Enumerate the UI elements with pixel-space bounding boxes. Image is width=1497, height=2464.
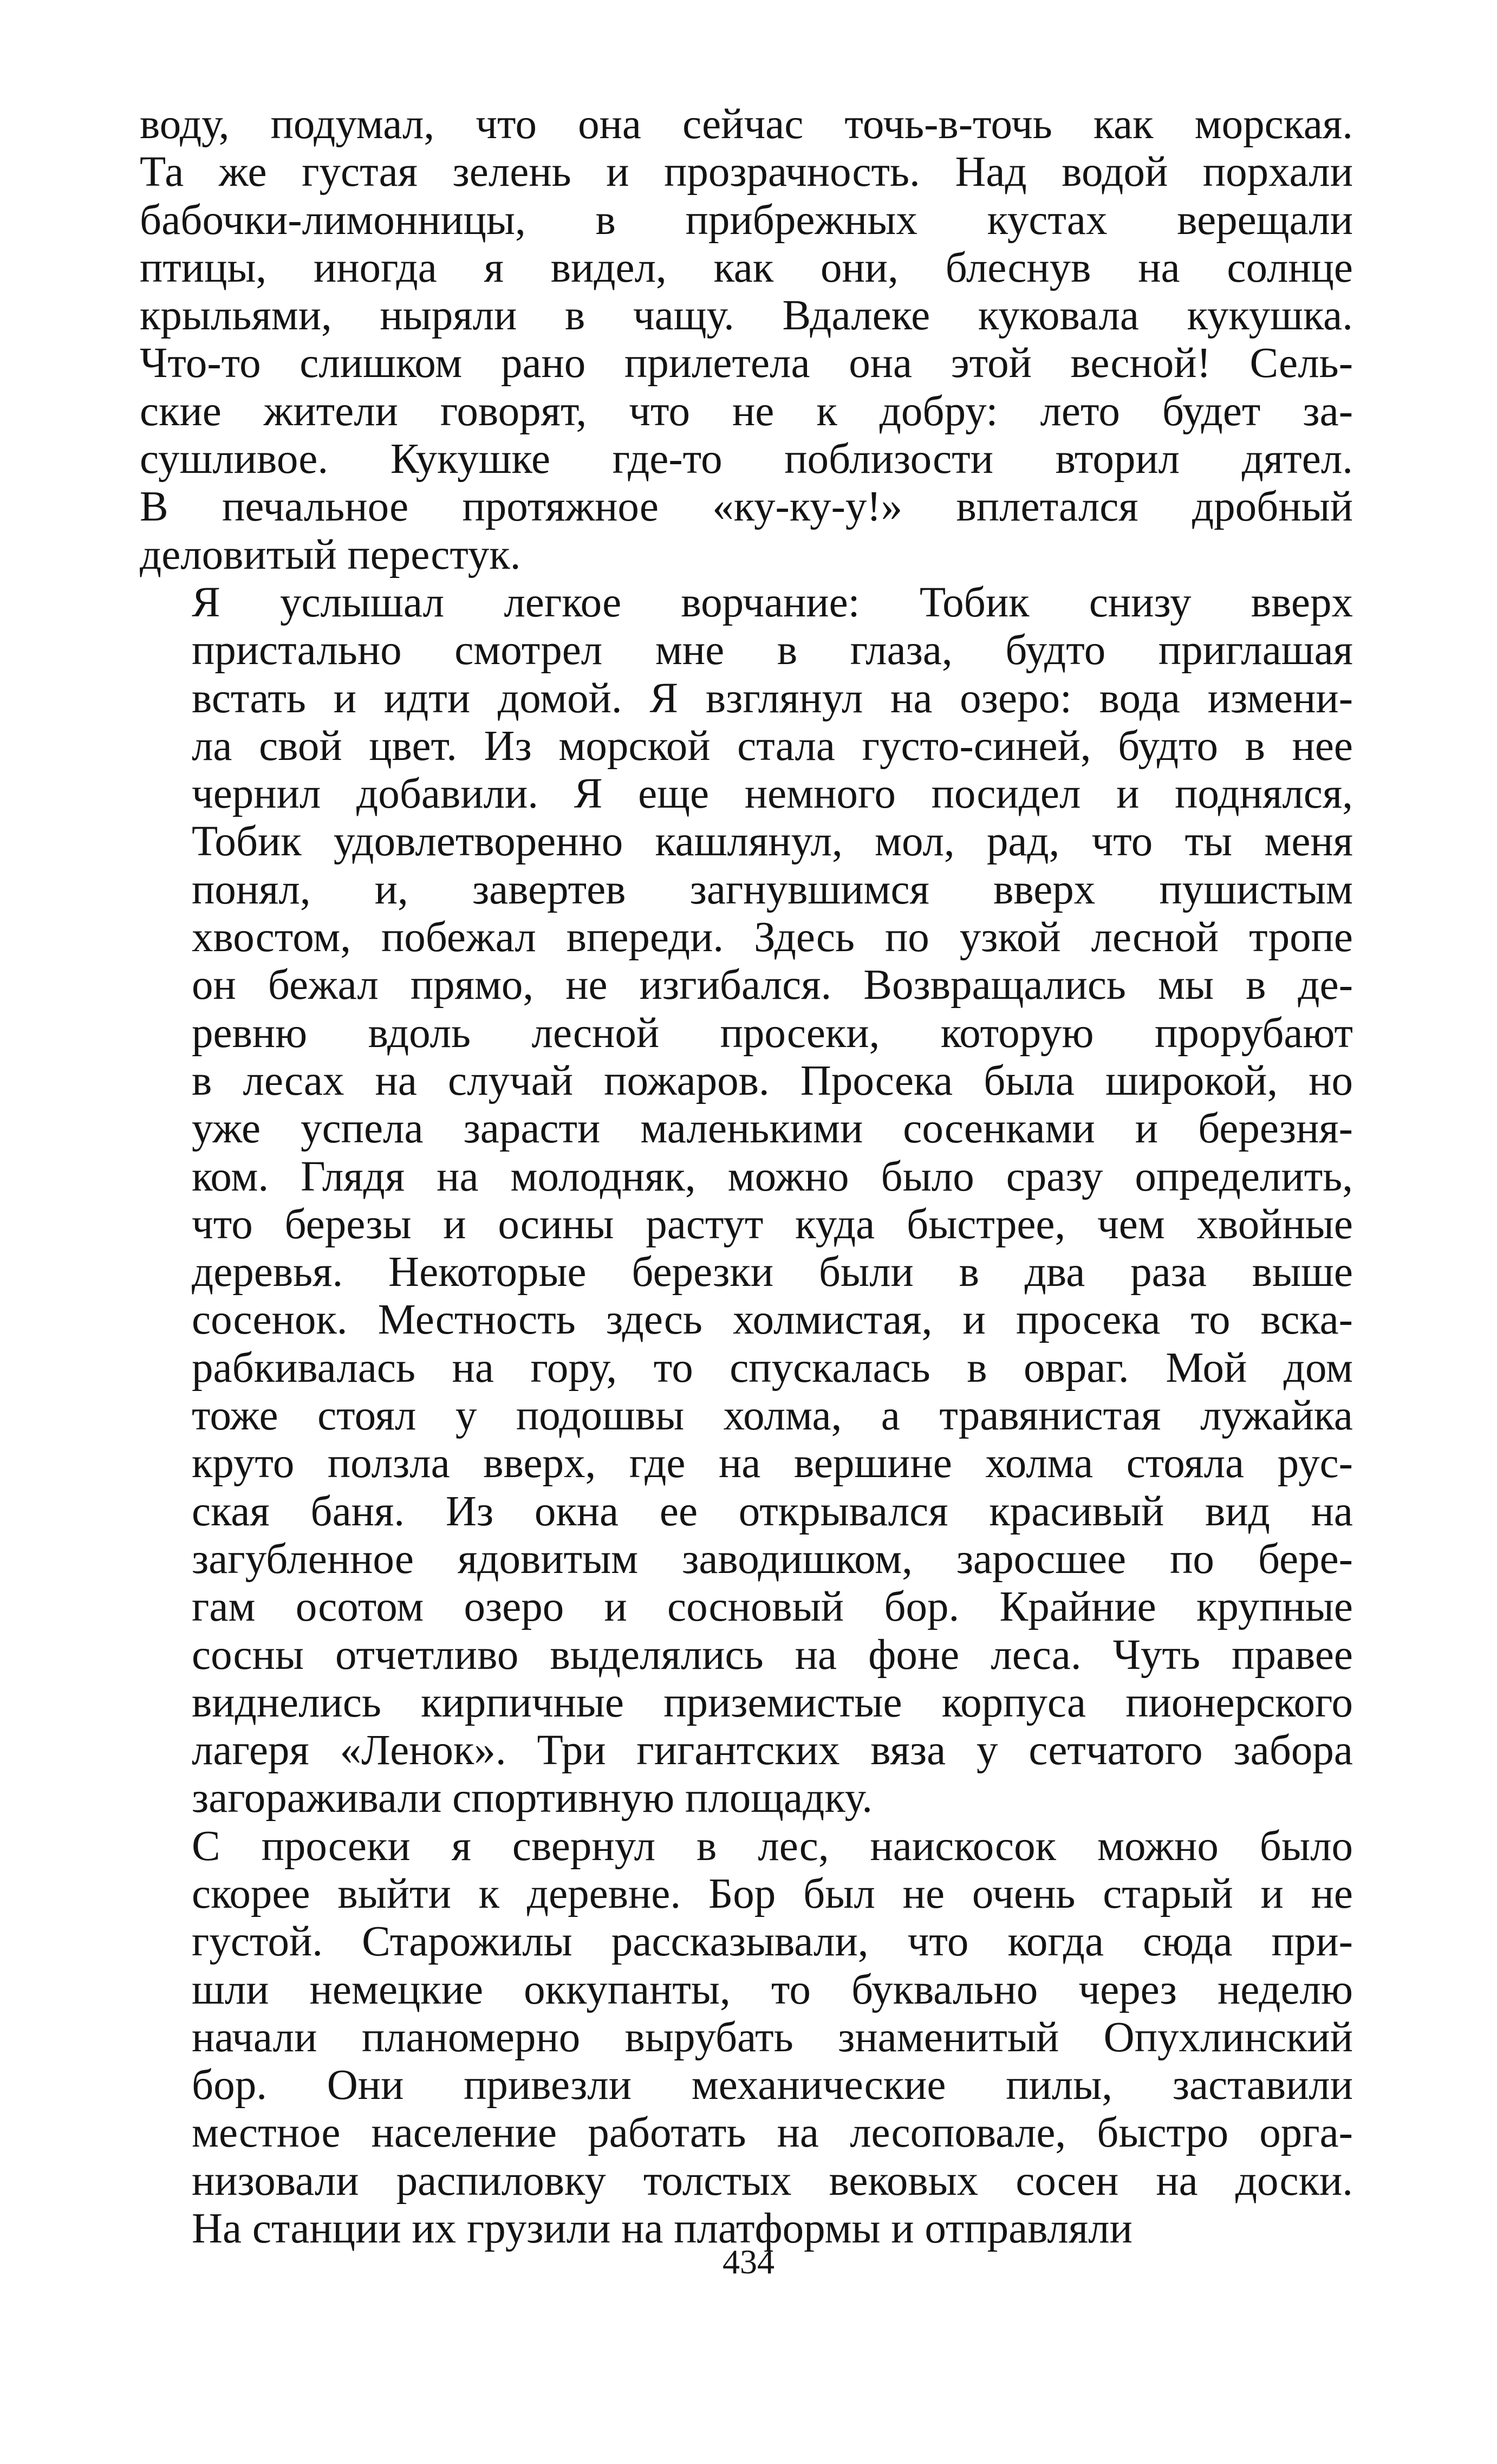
text-line: бор. Они привезли механические пилы, заставили (192, 2062, 1353, 2109)
text-line: сосны отчетливо выделялись на фоне леса. Чуть правее (192, 1631, 1353, 1679)
text-line: ревню вдоль лесной просеки, которую прорубают (192, 1009, 1353, 1057)
text-line: он бежал прямо, не изгибался. Возвращались мы в де- (192, 961, 1353, 1009)
text-line: круто ползла вверх, где на вершине холма стояла рус- (192, 1440, 1353, 1487)
text-line: сушливое. Кукушке где-то поблизости вторил дятел. (140, 435, 1353, 483)
text-line: деревья. Некоторые березки были в два раза выше (192, 1249, 1353, 1296)
text-line: воду, подумал, что она сейчас точь-в-точь как морская. (140, 101, 1353, 148)
text-line: местное население работать на лесоповале, быстро орга- (192, 2109, 1353, 2157)
text-line: понял, и, завертев загнувшимся вверх пушистым (192, 866, 1353, 913)
paragraph (140, 1823, 1353, 2253)
text-line: сосенок. Местность здесь холмистая, и просека то вска- (192, 1296, 1353, 1344)
text-line: хвостом, побежал впереди. Здесь по узкой лесной тропе (192, 914, 1353, 961)
text-line: шли немецкие оккупанты, то буквально через неделю (192, 1966, 1353, 2013)
text-line: лагеря «Ленок». Три гигантских вяза у сетчатого забора (192, 1727, 1353, 1774)
text-line: что березы и осины растут куда быстрее, чем хвойные (192, 1200, 1353, 1248)
text-line: В печальное протяжное «ку-ку-у!» вплетался дробный (140, 483, 1353, 531)
paragraph (140, 101, 1353, 579)
text-line: крыльями, ныряли в чащу. Вдалеке куковала кукушка. (140, 292, 1353, 340)
text-line: тоже стоял у подошвы холма, а травянистая лужайка (192, 1392, 1353, 1440)
text-line: ская баня. Из окна ее открывался красивый вид на (192, 1487, 1353, 1535)
text-line: скорее выйти к деревне. Бор был не очень старый и не (192, 1870, 1353, 1917)
paragraph (140, 579, 1353, 1823)
body-text (140, 101, 1353, 2253)
text-line: бабочки-лимонницы, в прибрежных кустах верещали (140, 196, 1353, 244)
text-line: гам осотом озеро и сосновый бор. Крайние крупные (192, 1583, 1353, 1631)
text-line: встать и идти домой. Я взглянул на озеро: вода измени- (192, 674, 1353, 722)
text-line: уже успела зарасти маленькими сосенками и березня- (192, 1105, 1353, 1153)
page-number: 434 (723, 2242, 774, 2281)
text-line: ла свой цвет. Из морской стала густо-синей, будто в нее (192, 722, 1353, 770)
text-line: в лесах на случай пожаров. Просека была широкой, но (192, 1057, 1353, 1104)
text-line: загораживали спортивную площадку. (192, 1774, 873, 1822)
text-line: начали планомерно вырубать знаменитый Опухлинский (192, 2013, 1353, 2061)
text-line: густой. Старожилы рассказывали, что когда сюда при- (192, 1918, 1353, 1966)
text-line: чернил добавили. Я еще немного посидел и поднялся, (192, 770, 1353, 818)
text-line: рабкивалась на гору, то спускалась в овраг. Мой дом (192, 1344, 1353, 1392)
text-line: пристально смотрел мне в глаза, будто приглашая (192, 627, 1353, 674)
text-line: Та же густая зелень и прозрачность. Над водой порхали (140, 148, 1353, 196)
text-line: Тобик удовлетворенно кашлянул, мол, рад, что ты меня (192, 818, 1353, 866)
text-line: низовали распиловку толстых вековых сосен на доски. (192, 2157, 1353, 2205)
text-line: Я услышал легкое ворчание: Тобик снизу вверх (192, 578, 1353, 626)
text-line: загубленное ядовитым заводишком, заросшее по бере- (192, 1535, 1353, 1583)
text-line: ские жители говорят, что не к добру: лето будет за- (140, 387, 1353, 435)
text-line: Что-то слишком рано прилетела она этой весной! Сель- (140, 340, 1353, 387)
text-line: ком. Глядя на молодняк, можно было сразу определить, (192, 1153, 1353, 1200)
text-line: деловитый перестук. (140, 531, 521, 578)
text-line: На станции их грузили на платформы и отправляли (192, 2205, 1132, 2253)
text-line: С просеки я свернул в лес, наискосок можно было (192, 1822, 1353, 1870)
text-line: виднелись кирпичные приземистые корпуса пионерского (192, 1679, 1353, 1726)
text-line: птицы, иногда я видел, как они, блеснув на солнце (140, 244, 1353, 291)
